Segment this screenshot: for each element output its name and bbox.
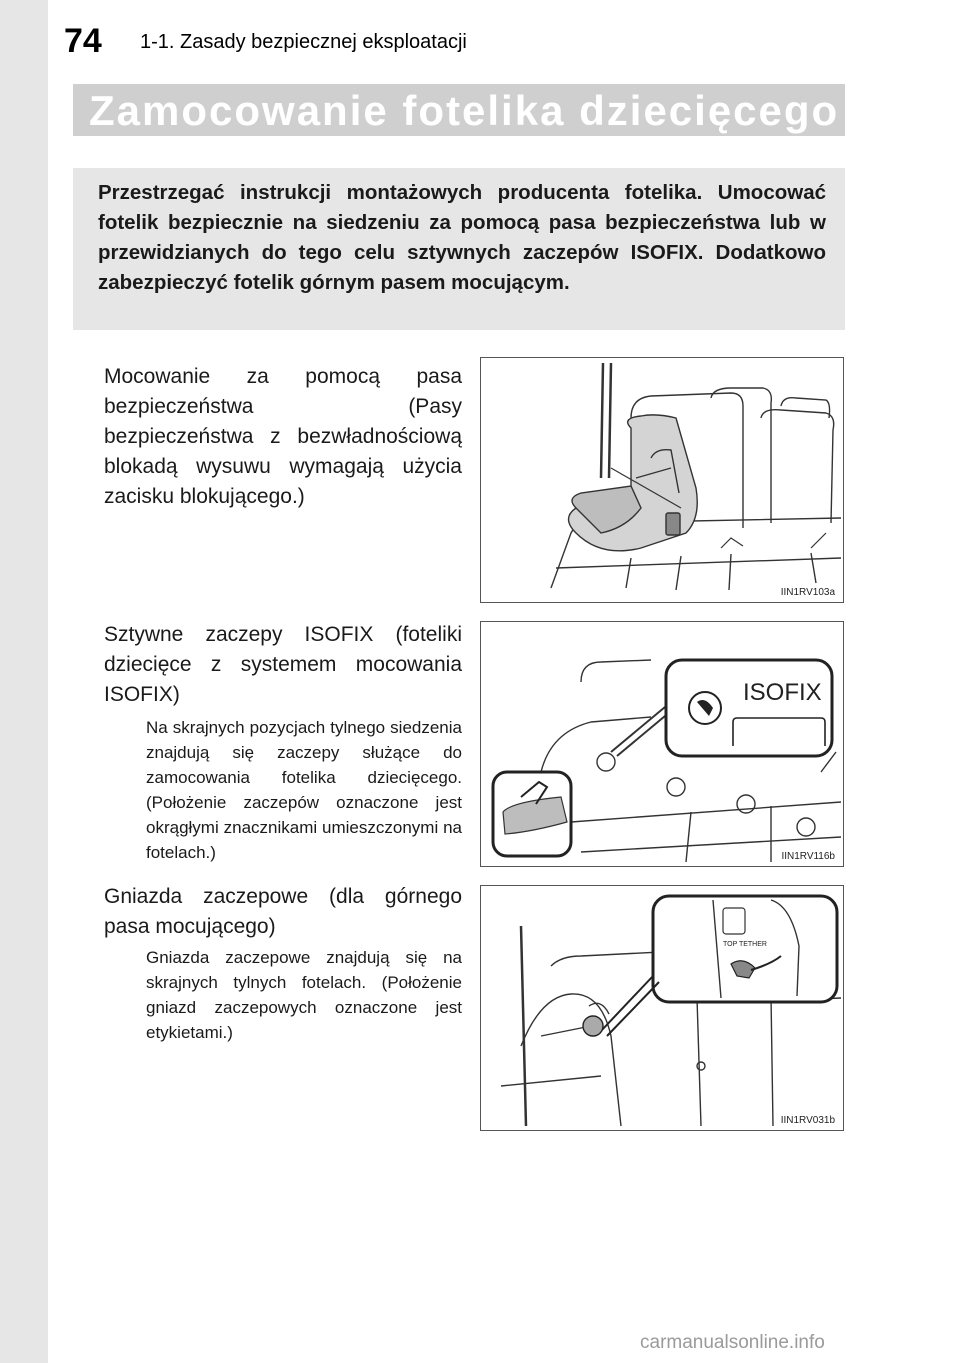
- seatbelt-illustration: [481, 358, 844, 603]
- figure-code: IIN1RV031b: [780, 1115, 835, 1126]
- title-bar: [73, 84, 845, 136]
- item-top-tether-text: Gniazda zaczepowe (dla górnego pasa mocującego): [104, 885, 462, 938]
- isofix-label: ISOFIX: [743, 679, 822, 706]
- page-number: 74: [64, 22, 102, 60]
- figure-code: IIN1RV116b: [781, 851, 835, 862]
- side-tab: [0, 0, 48, 1363]
- figure-top-tether: [480, 885, 844, 1131]
- isofix-illustration: [481, 622, 844, 867]
- item-isofix-description: Na skrajnych pozycjach tylnego siedzenia znajdują się zaczepy służące do zamocowania fotelika dziecięcego. (Położenie zaczepów oznaczone jest okrągłymi znacznikami umieszczonymi na fotelach.): [146, 718, 462, 862]
- tether-label-icon: [723, 908, 745, 934]
- item-seatbelt-text: Mocowanie za pomocą pasa bezpieczeństwa (Pasy bezpieczeństwa z bezwładnościową blokadą wysuwu wymagają użycia zacisku blokującego.): [104, 365, 462, 508]
- page-title: Zamocowanie fotelika dziecięcego: [89, 87, 840, 134]
- figure-isofix: [480, 621, 844, 867]
- figure-seatbelt-mounting: [480, 357, 844, 603]
- top-tether-illustration: [481, 886, 844, 1131]
- intro-box: [73, 168, 845, 330]
- tether-label: TOP TETHER: [723, 941, 767, 948]
- intro-text: Przestrzegać instrukcji montażowych producenta fotelika. Umocować fotelik bezpiecznie na siedzeniu za pomocą pasa bezpieczeństwa lub w przewidzianych do tego celu sztywnych zaczepów ISOFIX. Dodatkowo zabezpieczyć fotelik górnym pasem mocującym.: [98, 181, 826, 294]
- watermark: carmanualsonline.info: [640, 1332, 825, 1353]
- item-isofix-text: Sztywne zaczepy ISOFIX (foteliki dziecięce z systemem mocowania ISOFIX): [104, 623, 462, 706]
- figure-code: IIN1RV103a: [780, 587, 835, 598]
- section-label: 1-1. Zasady bezpiecznej eksploatacji: [140, 31, 467, 53]
- item-top-tether-description: Gniazda zaczepowe znajdują się na skrajnych tylnych fotelach. (Położenie gniazd zaczepowych oznaczone jest etykietami.): [146, 948, 462, 1042]
